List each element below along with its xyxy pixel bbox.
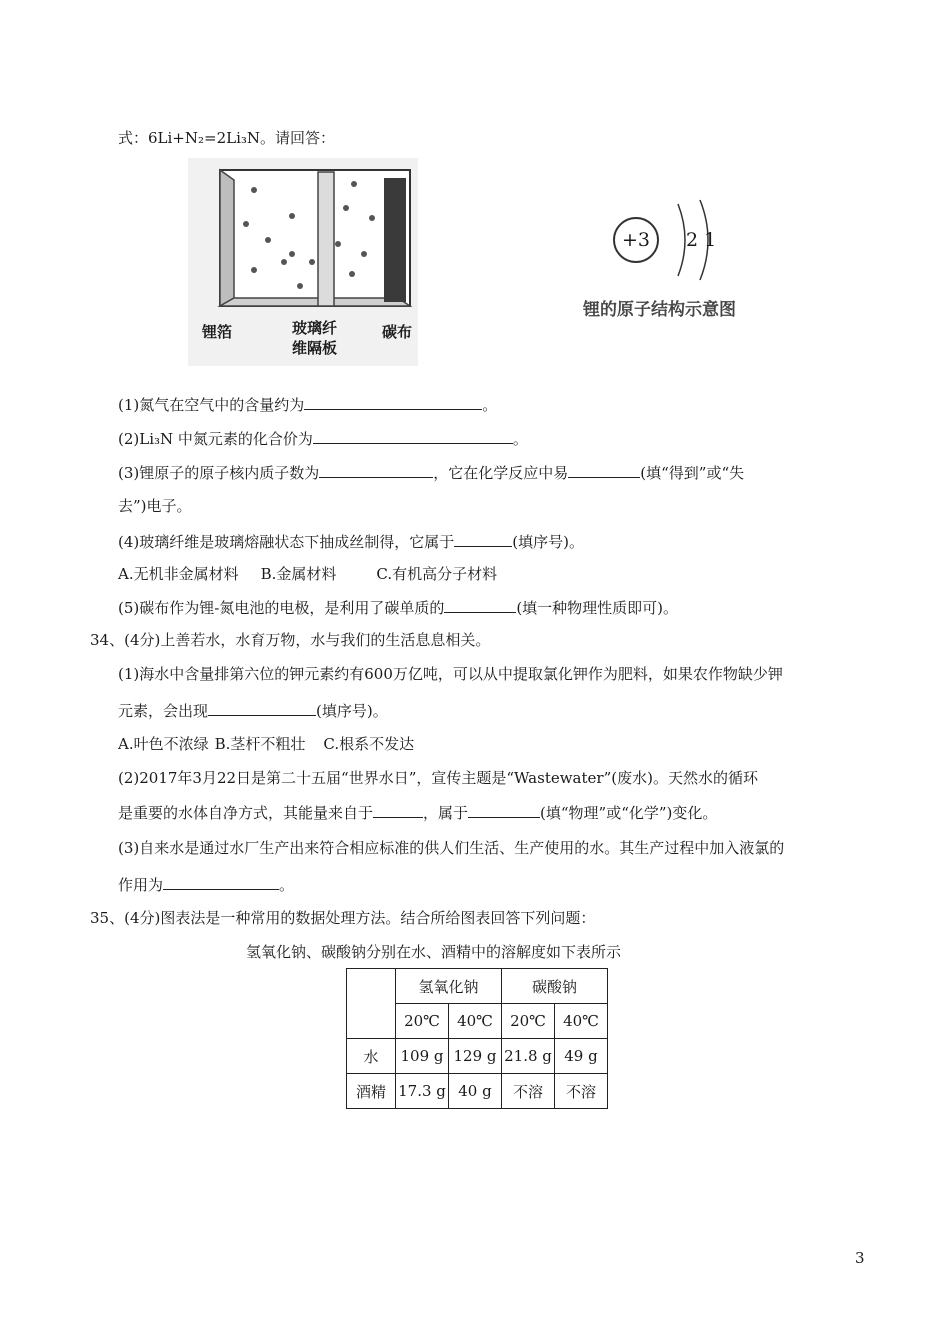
label-carbon-cloth: 碳布 — [382, 323, 413, 341]
row-label: 酒精 — [347, 1074, 396, 1109]
table-caption: 氢氧化钠、碳酸钠分别在水、酒精中的溶解度如下表所示 — [246, 943, 622, 961]
page-number: 3 — [855, 1249, 865, 1267]
table-group-header: 氢氧化钠 — [396, 969, 502, 1004]
table-cell: 17.3 g — [396, 1074, 449, 1109]
option: C.有机高分子材料 — [376, 565, 498, 583]
option: A.叶色不浓绿 — [118, 735, 209, 753]
table-cell: 不溶 — [502, 1074, 555, 1109]
q33-part-2: (2)Li₃N 中氮元素的化合价为 。 — [118, 430, 528, 448]
q33-part-3-cont: 去”)电子。 — [118, 497, 192, 515]
option: C.根系不发达 — [323, 735, 415, 753]
table-group-header: 碳酸钠 — [502, 969, 608, 1004]
q33-part-5: (5)碳布作为锂-氮电池的电极，是利用了碳单质的 (填一种物理性质即可)。 — [118, 599, 679, 617]
table-temp-header: 20℃ — [502, 1004, 555, 1039]
table-cell: 129 g — [449, 1039, 502, 1074]
table-row — [347, 1074, 608, 1109]
label-glass-fiber-2: 维隔板 — [292, 339, 338, 357]
option: A.无机非金属材料 — [118, 565, 239, 583]
table-cell: 49 g — [555, 1039, 608, 1074]
table-temp-header: 40℃ — [555, 1004, 608, 1039]
q34-part-1: (1)海水中含量排第六位的钾元素约有600万亿吨，可以从中提取氯化钾作为肥料，如果农作物缺少钾 — [118, 665, 783, 683]
q34-part-3: (3)自来水是通过水厂生产出来符合相应标准的供人们生活、生产使用的水。其生产过程中加入液氯的 — [118, 839, 785, 857]
table-cell: 不溶 — [555, 1074, 608, 1109]
atom-nucleus: +3 — [622, 229, 651, 251]
intro-line: 式：6Li+N₂=2Li₃N。请回答： — [118, 129, 336, 147]
table-cell: 40 g — [449, 1074, 502, 1109]
label-glass-fiber-1: 玻璃纤 — [292, 319, 338, 337]
q33-part-4: (4)玻璃纤维是玻璃熔融状态下抽成丝制得，它属于 (填序号)。 — [118, 533, 584, 551]
table-cell: 21.8 g — [502, 1039, 555, 1074]
q35-stem: 35、(4分)图表法是一种常用的数据处理方法。结合所给图表回答下列问题： — [90, 909, 596, 927]
atom-caption: 锂的原子结构示意图 — [583, 300, 736, 320]
solubility-table — [346, 968, 608, 1109]
q33-part-3: (3)锂原子的原子核内质子数为 ，它在化学反应中易 (填“得到”或“失 — [118, 464, 745, 482]
q33-part-1: (1)氮气在空气中的含量约为 。 — [118, 396, 498, 414]
row-label: 水 — [347, 1039, 396, 1074]
atom-electrons: 2 1 — [686, 229, 717, 251]
option: B.金属材料 — [260, 565, 337, 583]
table-cell: 109 g — [396, 1039, 449, 1074]
table-temp-header: 20℃ — [396, 1004, 449, 1039]
q34-part-2-cont: 是重要的水体自净方式，其能量来自于 ，属于 (填“物理”或“化学”)变化。 — [118, 804, 718, 822]
q34-part-2: (2)2017年3月22日是第二十五届“世界水日”，宣传主题是“Wastewater”(废水)。天然水的循环 — [118, 769, 758, 787]
q34-part-1-options — [118, 734, 414, 754]
q33-part-4-options — [118, 564, 497, 584]
option: B.茎杆不粗壮 — [214, 735, 306, 753]
q34-stem: 34、(4分)上善若水，水育万物，水与我们的生活息息相关。 — [90, 631, 491, 649]
table-corner — [347, 969, 396, 1039]
q34-part-1-cont: 元素，会出现 (填序号)。 — [118, 702, 388, 720]
q34-part-3-cont: 作用为 。 — [118, 876, 295, 894]
table-row — [347, 1039, 608, 1074]
label-li-foil: 锂箔 — [202, 323, 233, 341]
battery-diagram — [188, 158, 418, 366]
table-temp-header: 40℃ — [449, 1004, 502, 1039]
